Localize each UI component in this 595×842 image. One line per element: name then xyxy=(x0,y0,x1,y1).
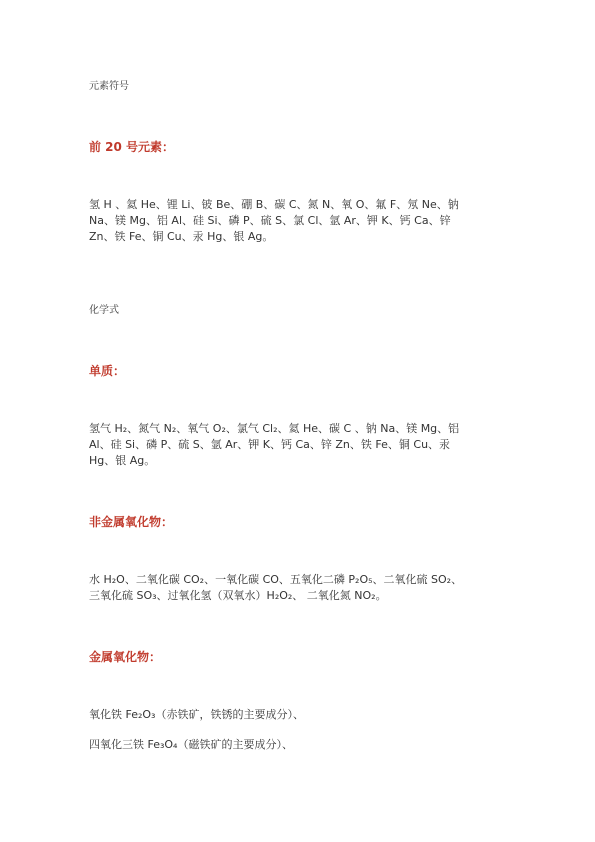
element-heading: 单质： xyxy=(89,364,126,378)
first20-line-2: Na、镁 Mg、铝 Al、硅 Si、磷 P、硫 S、氯 Cl、氩 Ar、钾 K、钙 Ca、锌 xyxy=(89,214,451,227)
first20-line-1: 氢 H 、氦 He、锂 Li、铍 Be、硼 B、碳 C、氮 N、氧 O、氟 F、氖 Ne、钠 xyxy=(89,198,459,211)
formula-title: 化学式 xyxy=(89,305,119,316)
element-line-3: Hg、银 Ag。 xyxy=(89,454,156,467)
element-line-2: Al、硅 Si、磷 P、硫 S、氩 Ar、钾 K、钙 Ca、锌 Zn、铁 Fe、铜 Cu、汞 xyxy=(89,438,451,451)
first20-heading: 前 20 号元素： xyxy=(89,140,175,154)
metal-line-2: 四氧化三铁 Fe₃O₄（磁铁矿的主要成分）、 xyxy=(89,738,293,751)
element-line-1: 氢气 H₂、氮气 N₂、氧气 O₂、氯气 Cl₂、氦 He、碳 C 、钠 Na、镁 Mg、铝 xyxy=(89,422,460,435)
first20-line-3: Zn、铁 Fe、铜 Cu、汞 Hg、银 Ag。 xyxy=(89,230,274,243)
element-paragraph xyxy=(89,421,509,469)
nonmetal-paragraph xyxy=(89,572,509,604)
metal-line-1: 氧化铁 Fe₂O₃（赤铁矿，铁锈的主要成分）、 xyxy=(89,708,304,721)
metal-heading: 金属氧化物： xyxy=(89,650,162,664)
nonmetal-line-2: 三氧化硫 SO₃、过氧化氢（双氧水）H₂O₂、 二氧化氮 NO₂。 xyxy=(89,589,387,602)
nonmetal-line-1: 水 H₂O、二氧化碳 CO₂、一氧化碳 CO、五氧化二磷 P₂O₅、二氧化硫 SO₂、 xyxy=(89,573,463,586)
symbols-title: 元素符号 xyxy=(89,81,129,92)
first20-paragraph xyxy=(89,197,509,245)
nonmetal-heading: 非金属氧化物： xyxy=(89,515,174,529)
